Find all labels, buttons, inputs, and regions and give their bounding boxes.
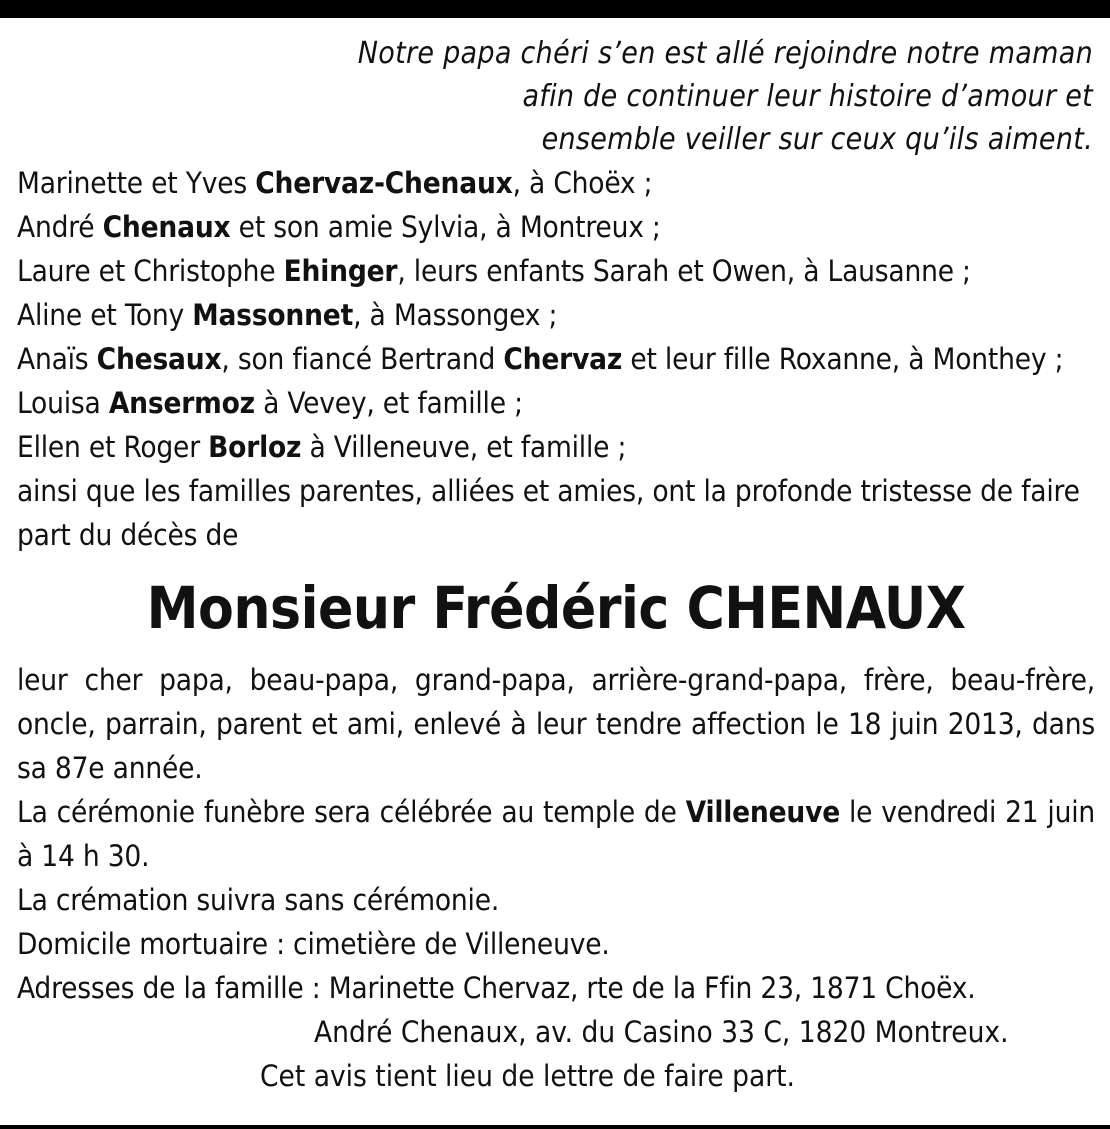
- family-surname: Ansermoz: [108, 386, 255, 420]
- cremation-info: La crémation suivra sans cérémonie.: [17, 883, 500, 917]
- family-address-1: Adresses de la famille : Marinette Chervaz, rte de la Ffin 23, 1871 Choëx.: [17, 971, 976, 1005]
- family-surname: Massonnet: [192, 298, 354, 332]
- deceased-name: Monsieur Frédéric CHENAUX: [146, 574, 966, 642]
- verse-line: Notre papa chéri s’en est allé rejoindre notre maman: [357, 36, 1093, 71]
- family-address-2: André Chenaux, av. du Casino 33 C, 1820 Montreux.: [314, 1015, 1009, 1049]
- family-entry: Laure et Christophe Ehinger, leurs enfants Sarah et Owen, à Lausanne ;: [17, 254, 971, 288]
- family-surname: Ehinger: [283, 254, 398, 288]
- family-surname: Chervaz-Chenaux: [255, 166, 513, 200]
- family-surname: Borloz: [208, 430, 302, 464]
- deceased-description: leur cher papa, beau-papa, grand-papa, arrière-grand-papa, frère, beau-frère, oncle, parrain, parent et ami, enlevé à leur tendre affection le 18 juin 2013, dans sa 87e année.: [17, 663, 1095, 785]
- verse-line: ensemble veiller sur ceux qu’ils aiment.: [541, 122, 1093, 157]
- domicile-info: Domicile mortuaire : cimetière de Villeneuve.: [17, 927, 610, 961]
- family-surname: Chervaz: [503, 342, 623, 376]
- announcement-intro: ainsi que les familles parentes, alliées et amies, ont la profonde tristesse de faire part du décès de: [17, 474, 1080, 552]
- family-entry: Ellen et Roger Borloz à Villeneuve, et famille ;: [17, 430, 627, 464]
- top-border-rule: [0, 0, 1110, 18]
- closing-note: Cet avis tient lieu de lettre de faire part.: [260, 1059, 795, 1093]
- family-entry: Louisa Ansermoz à Vevey, et famille ;: [17, 386, 523, 420]
- family-list: [17, 161, 1095, 557]
- family-surname: Chesaux: [96, 342, 222, 376]
- verse-line: afin de continuer leur histoire d’amour et: [522, 79, 1093, 114]
- family-entry: Anaïs Chesaux, son fiancé Bertrand Chervaz et leur fille Roxanne, à Monthey ;: [17, 342, 1064, 376]
- opening-verse: [17, 32, 1095, 161]
- obituary-notice: [17, 32, 1095, 1098]
- family-entry: André Chenaux et son amie Sylvia, à Montreux ;: [17, 210, 661, 244]
- family-entry: Marinette et Yves Chervaz-Chenaux, à Choëx ;: [17, 166, 653, 200]
- ceremony-info: La cérémonie funèbre sera célébrée au temple de Villeneuve le vendredi 21 juin à 14 h 30.: [17, 795, 1095, 873]
- family-entry: Aline et Tony Massonnet, à Massongex ;: [17, 298, 558, 332]
- bottom-border-rule: [0, 1125, 1110, 1129]
- family-surname: Chenaux: [102, 210, 231, 244]
- ceremony-location: Villeneuve: [685, 795, 841, 829]
